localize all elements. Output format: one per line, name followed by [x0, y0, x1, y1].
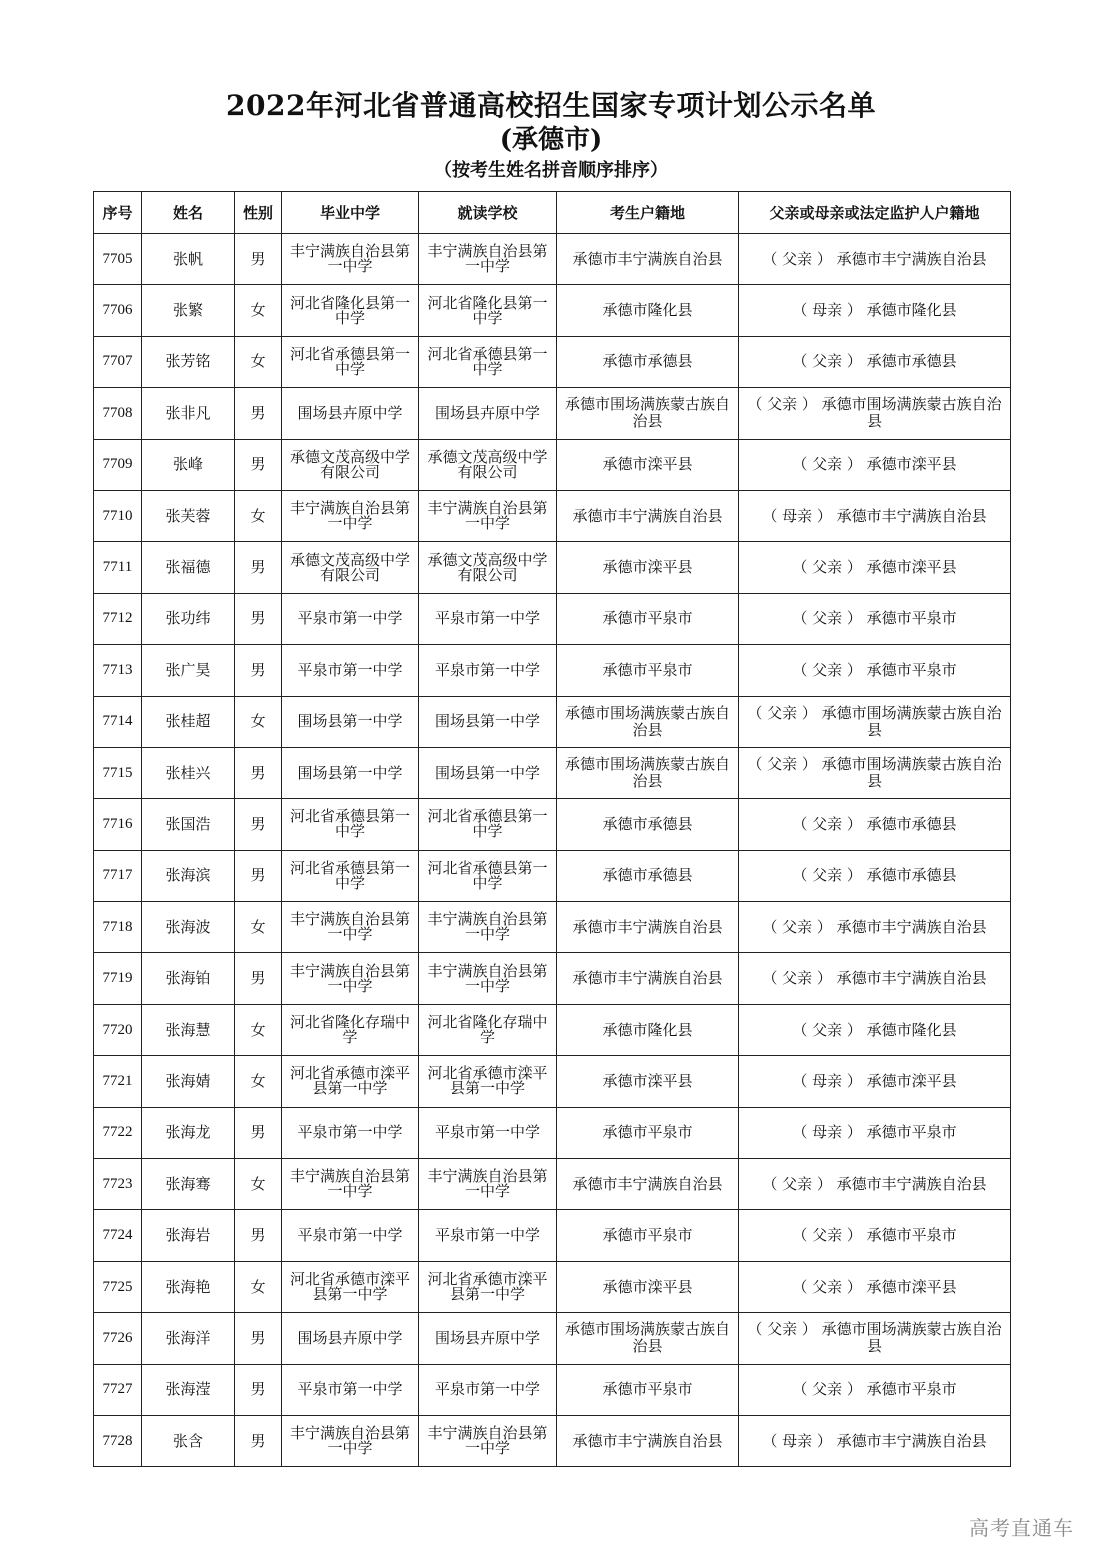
cell-col-gender: 女	[235, 490, 282, 541]
table-row	[94, 490, 1011, 541]
title-block	[0, 88, 1102, 184]
cell-col-seq: 7713	[94, 645, 142, 696]
table-body	[94, 234, 1011, 1467]
cell-col-hukou: 承德市丰宁满族自治县	[557, 234, 739, 285]
cell-col-attend: 平泉市第一中学	[419, 593, 557, 644]
cell-col-school: 河北省承德县第一中学	[282, 799, 419, 850]
cell-col-name: 张含	[142, 1415, 235, 1466]
cell-col-school: 丰宁满族自治县第一中学	[282, 1159, 419, 1210]
cell-col-name: 张桂超	[142, 696, 235, 747]
cell-col-gender: 男	[235, 593, 282, 644]
cell-col-attend: 平泉市第一中学	[419, 1364, 557, 1415]
cell-col-name: 张国浩	[142, 799, 235, 850]
cell-col-seq: 7719	[94, 953, 142, 1004]
cell-col-hukou: 承德市平泉市	[557, 1107, 739, 1158]
cell-col-attend: 丰宁满族自治县第一中学	[419, 490, 557, 541]
cell-col-school: 丰宁满族自治县第一中学	[282, 902, 419, 953]
cell-col-school: 平泉市第一中学	[282, 593, 419, 644]
cell-col-hukou: 承德市滦平县	[557, 1261, 739, 1312]
watermark: 高考直通车	[969, 1516, 1074, 1540]
cell-col-seq: 7712	[94, 593, 142, 644]
cell-col-hukou: 承德市围场满族蒙古族自治县	[557, 388, 739, 439]
cell-col-attend: 丰宁满族自治县第一中学	[419, 1159, 557, 1210]
cell-col-seq: 7709	[94, 439, 142, 490]
table-row	[94, 1313, 1011, 1364]
cell-col-seq: 7724	[94, 1210, 142, 1261]
cell-col-school: 河北省承德县第一中学	[282, 850, 419, 901]
table-row	[94, 953, 1011, 1004]
table-row	[94, 1364, 1011, 1415]
cell-col-gender: 男	[235, 1107, 282, 1158]
cell-col-name: 张海龙	[142, 1107, 235, 1158]
table-row	[94, 850, 1011, 901]
cell-col-hukou: 承德市滦平县	[557, 542, 739, 593]
cell-col-name: 张海洋	[142, 1313, 235, 1364]
cell-col-attend: 承德文茂高级中学有限公司	[419, 439, 557, 490]
cell-col-parent: （ 父亲 ） 承德市丰宁满族自治县	[739, 953, 1011, 1004]
cell-col-parent: （ 父亲 ） 承德市丰宁满族自治县	[739, 1159, 1011, 1210]
cell-col-gender: 男	[235, 388, 282, 439]
header-col-school: 毕业中学	[282, 192, 419, 234]
cell-col-attend: 围场县卉原中学	[419, 388, 557, 439]
cell-col-name: 张福德	[142, 542, 235, 593]
cell-col-name: 张芙蓉	[142, 490, 235, 541]
cell-col-name: 张非凡	[142, 388, 235, 439]
cell-col-attend: 河北省承德县第一中学	[419, 799, 557, 850]
cell-col-gender: 男	[235, 1364, 282, 1415]
cell-col-school: 围场县第一中学	[282, 747, 419, 798]
cell-col-parent: （ 父亲 ） 承德市滦平县	[739, 439, 1011, 490]
table-row	[94, 1004, 1011, 1055]
table-row	[94, 747, 1011, 798]
cell-col-school: 河北省承德市滦平县第一中学	[282, 1056, 419, 1107]
cell-col-parent: （ 母亲 ） 承德市滦平县	[739, 1056, 1011, 1107]
cell-col-hukou: 承德市围场满族蒙古族自治县	[557, 1313, 739, 1364]
cell-col-attend: 丰宁满族自治县第一中学	[419, 1415, 557, 1466]
header-col-name: 姓名	[142, 192, 235, 234]
cell-col-seq: 7720	[94, 1004, 142, 1055]
header-col-parent: 父亲或母亲或法定监护人户籍地	[739, 192, 1011, 234]
cell-col-attend: 围场县卉原中学	[419, 1313, 557, 1364]
table-row	[94, 1261, 1011, 1312]
cell-col-school: 围场县卉原中学	[282, 388, 419, 439]
table-row	[94, 1159, 1011, 1210]
cell-col-gender: 男	[235, 1415, 282, 1466]
cell-col-school: 围场县第一中学	[282, 696, 419, 747]
cell-col-name: 张海波	[142, 902, 235, 953]
header-col-gender: 性别	[235, 192, 282, 234]
cell-col-attend: 平泉市第一中学	[419, 1107, 557, 1158]
cell-col-attend: 河北省隆化存瑞中学	[419, 1004, 557, 1055]
cell-col-school: 丰宁满族自治县第一中学	[282, 234, 419, 285]
cell-col-hukou: 承德市滦平县	[557, 439, 739, 490]
cell-col-parent: （ 母亲 ） 承德市隆化县	[739, 285, 1011, 336]
cell-col-seq: 7707	[94, 336, 142, 387]
cell-col-gender: 男	[235, 799, 282, 850]
cell-col-name: 张海铂	[142, 953, 235, 1004]
table-row	[94, 234, 1011, 285]
cell-col-school: 平泉市第一中学	[282, 1210, 419, 1261]
cell-col-hukou: 承德市隆化县	[557, 1004, 739, 1055]
page-title: 2022年河北省普通高校招生国家专项计划公示名单	[226, 89, 876, 122]
cell-col-hukou: 承德市围场满族蒙古族自治县	[557, 696, 739, 747]
header-row	[94, 192, 1011, 234]
cell-col-hukou: 承德市丰宁满族自治县	[557, 1159, 739, 1210]
table-row	[94, 542, 1011, 593]
cell-col-name: 张海婧	[142, 1056, 235, 1107]
table-header	[94, 192, 1011, 234]
cell-col-attend: 平泉市第一中学	[419, 1210, 557, 1261]
cell-col-attend: 河北省承德市滦平县第一中学	[419, 1261, 557, 1312]
cell-col-school: 河北省隆化县第一中学	[282, 285, 419, 336]
cell-col-school: 承德文茂高级中学有限公司	[282, 439, 419, 490]
cell-col-hukou: 承德市平泉市	[557, 593, 739, 644]
cell-col-parent: （ 父亲 ） 承德市平泉市	[739, 1210, 1011, 1261]
table-row	[94, 388, 1011, 439]
cell-col-seq: 7711	[94, 542, 142, 593]
cell-col-gender: 女	[235, 1056, 282, 1107]
cell-col-parent: （ 父亲 ） 承德市围场满族蒙古族自治县	[739, 696, 1011, 747]
cell-col-school: 河北省承德市滦平县第一中学	[282, 1261, 419, 1312]
cell-col-gender: 女	[235, 1261, 282, 1312]
cell-col-seq: 7722	[94, 1107, 142, 1158]
cell-col-attend: 承德文茂高级中学有限公司	[419, 542, 557, 593]
cell-col-seq: 7723	[94, 1159, 142, 1210]
cell-col-parent: （ 父亲 ） 承德市滦平县	[739, 1261, 1011, 1312]
cell-col-seq: 7728	[94, 1415, 142, 1466]
cell-col-gender: 女	[235, 285, 282, 336]
cell-col-gender: 女	[235, 1004, 282, 1055]
cell-col-seq: 7726	[94, 1313, 142, 1364]
cell-col-seq: 7725	[94, 1261, 142, 1312]
cell-col-seq: 7708	[94, 388, 142, 439]
cell-col-attend: 河北省承德县第一中学	[419, 850, 557, 901]
cell-col-seq: 7718	[94, 902, 142, 953]
cell-col-gender: 男	[235, 747, 282, 798]
cell-col-school: 丰宁满族自治县第一中学	[282, 490, 419, 541]
cell-col-attend: 河北省隆化县第一中学	[419, 285, 557, 336]
roster-table	[93, 191, 1011, 1467]
cell-col-hukou: 承德市承德县	[557, 336, 739, 387]
table-row	[94, 336, 1011, 387]
table-row	[94, 1415, 1011, 1466]
cell-col-parent: （ 父亲 ） 承德市平泉市	[739, 1364, 1011, 1415]
cell-col-name: 张芳铭	[142, 336, 235, 387]
cell-col-gender: 男	[235, 542, 282, 593]
cell-col-hukou: 承德市承德县	[557, 850, 739, 901]
cell-col-hukou: 承德市丰宁满族自治县	[557, 953, 739, 1004]
cell-col-gender: 男	[235, 1313, 282, 1364]
cell-col-seq: 7710	[94, 490, 142, 541]
page-subtitle: (承德市)	[499, 125, 603, 155]
header-col-hukou: 考生户籍地	[557, 192, 739, 234]
cell-col-gender: 女	[235, 1159, 282, 1210]
cell-col-parent: （ 父亲 ） 承德市平泉市	[739, 593, 1011, 644]
cell-col-school: 承德文茂高级中学有限公司	[282, 542, 419, 593]
cell-col-parent: （ 母亲 ） 承德市丰宁满族自治县	[739, 1415, 1011, 1466]
cell-col-school: 平泉市第一中学	[282, 1364, 419, 1415]
cell-col-attend: 丰宁满族自治县第一中学	[419, 953, 557, 1004]
cell-col-attend: 丰宁满族自治县第一中学	[419, 234, 557, 285]
cell-col-seq: 7706	[94, 285, 142, 336]
table-row	[94, 593, 1011, 644]
cell-col-school: 丰宁满族自治县第一中学	[282, 1415, 419, 1466]
cell-col-hukou: 承德市平泉市	[557, 1364, 739, 1415]
table-row	[94, 645, 1011, 696]
cell-col-attend: 围场县第一中学	[419, 747, 557, 798]
cell-col-hukou: 承德市丰宁满族自治县	[557, 490, 739, 541]
cell-col-name: 张帆	[142, 234, 235, 285]
cell-col-school: 平泉市第一中学	[282, 645, 419, 696]
cell-col-seq: 7715	[94, 747, 142, 798]
table-row	[94, 285, 1011, 336]
header-col-attend: 就读学校	[419, 192, 557, 234]
cell-col-hukou: 承德市隆化县	[557, 285, 739, 336]
cell-col-parent: （ 父亲 ） 承德市承德县	[739, 336, 1011, 387]
cell-col-school: 河北省承德县第一中学	[282, 336, 419, 387]
cell-col-seq: 7727	[94, 1364, 142, 1415]
cell-col-parent: （ 父亲 ） 承德市隆化县	[739, 1004, 1011, 1055]
cell-col-parent: （ 父亲 ） 承德市围场满族蒙古族自治县	[739, 1313, 1011, 1364]
cell-col-seq: 7721	[94, 1056, 142, 1107]
cell-col-name: 张峰	[142, 439, 235, 490]
cell-col-parent: （ 父亲 ） 承德市承德县	[739, 850, 1011, 901]
cell-col-name: 张海滢	[142, 1364, 235, 1415]
cell-col-parent: （ 父亲 ） 承德市平泉市	[739, 645, 1011, 696]
header-col-seq: 序号	[94, 192, 142, 234]
cell-col-name: 张功纬	[142, 593, 235, 644]
table-row	[94, 696, 1011, 747]
cell-col-name: 张桂兴	[142, 747, 235, 798]
cell-col-name: 张繁	[142, 285, 235, 336]
table-row	[94, 1056, 1011, 1107]
cell-col-hukou: 承德市围场满族蒙古族自治县	[557, 747, 739, 798]
cell-col-attend: 围场县第一中学	[419, 696, 557, 747]
cell-col-seq: 7705	[94, 234, 142, 285]
cell-col-parent: （ 父亲 ） 承德市围场满族蒙古族自治县	[739, 747, 1011, 798]
cell-col-seq: 7717	[94, 850, 142, 901]
cell-col-hukou: 承德市滦平县	[557, 1056, 739, 1107]
cell-col-gender: 女	[235, 696, 282, 747]
cell-col-parent: （ 父亲 ） 承德市承德县	[739, 799, 1011, 850]
cell-col-gender: 男	[235, 234, 282, 285]
cell-col-parent: （ 母亲 ） 承德市平泉市	[739, 1107, 1011, 1158]
table-row	[94, 1210, 1011, 1261]
cell-col-name: 张海骞	[142, 1159, 235, 1210]
cell-col-parent: （ 父亲 ） 承德市丰宁满族自治县	[739, 234, 1011, 285]
cell-col-name: 张海岩	[142, 1210, 235, 1261]
cell-col-school: 河北省隆化存瑞中学	[282, 1004, 419, 1055]
table-row	[94, 1107, 1011, 1158]
cell-col-school: 平泉市第一中学	[282, 1107, 419, 1158]
cell-col-seq: 7714	[94, 696, 142, 747]
cell-col-parent: （ 父亲 ） 承德市丰宁满族自治县	[739, 902, 1011, 953]
sort-note: （按考生姓名拼音顺序排序）	[434, 160, 668, 181]
cell-col-gender: 男	[235, 645, 282, 696]
cell-col-name: 张海艳	[142, 1261, 235, 1312]
table-row	[94, 439, 1011, 490]
cell-col-gender: 男	[235, 1210, 282, 1261]
table-row	[94, 799, 1011, 850]
cell-col-hukou: 承德市丰宁满族自治县	[557, 902, 739, 953]
cell-col-parent: （ 父亲 ） 承德市滦平县	[739, 542, 1011, 593]
cell-col-attend: 平泉市第一中学	[419, 645, 557, 696]
cell-col-name: 张广昊	[142, 645, 235, 696]
cell-col-gender: 男	[235, 439, 282, 490]
cell-col-name: 张海滨	[142, 850, 235, 901]
cell-col-parent: （ 母亲 ） 承德市丰宁满族自治县	[739, 490, 1011, 541]
cell-col-hukou: 承德市丰宁满族自治县	[557, 1415, 739, 1466]
cell-col-gender: 女	[235, 336, 282, 387]
cell-col-attend: 河北省承德县第一中学	[419, 336, 557, 387]
cell-col-seq: 7716	[94, 799, 142, 850]
cell-col-gender: 女	[235, 902, 282, 953]
cell-col-hukou: 承德市平泉市	[557, 1210, 739, 1261]
cell-col-parent: （ 父亲 ） 承德市围场满族蒙古族自治县	[739, 388, 1011, 439]
cell-col-hukou: 承德市平泉市	[557, 645, 739, 696]
cell-col-hukou: 承德市承德县	[557, 799, 739, 850]
cell-col-attend: 河北省承德市滦平县第一中学	[419, 1056, 557, 1107]
cell-col-gender: 男	[235, 850, 282, 901]
cell-col-gender: 男	[235, 953, 282, 1004]
table-row	[94, 902, 1011, 953]
cell-col-school: 围场县卉原中学	[282, 1313, 419, 1364]
cell-col-school: 丰宁满族自治县第一中学	[282, 953, 419, 1004]
cell-col-name: 张海慧	[142, 1004, 235, 1055]
cell-col-attend: 丰宁满族自治县第一中学	[419, 902, 557, 953]
